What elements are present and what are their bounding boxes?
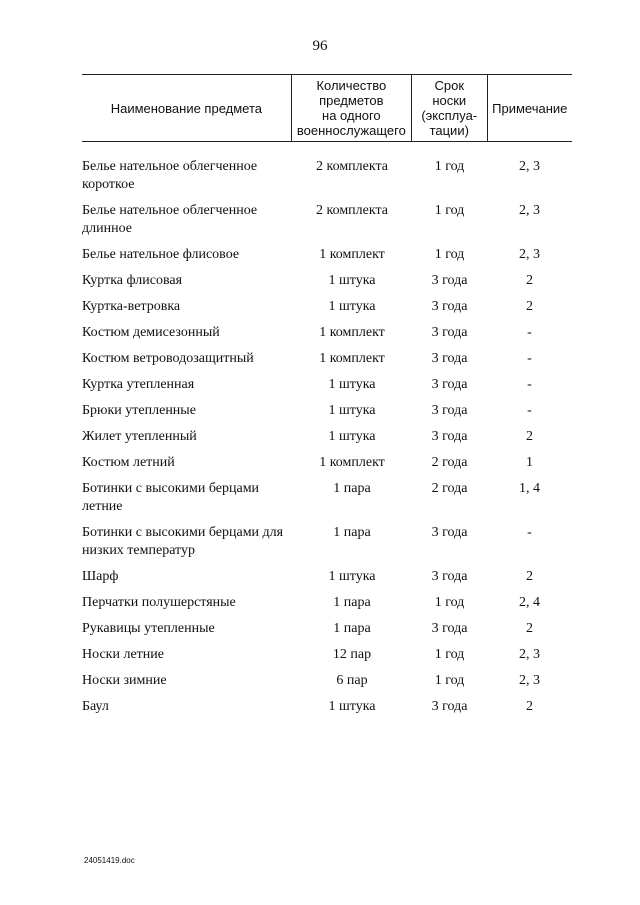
table-row xyxy=(82,668,572,694)
cell-name: Куртка флисовая xyxy=(82,273,183,288)
cell-quantity: 1 штука xyxy=(328,403,376,418)
table-row xyxy=(82,198,572,242)
table-row xyxy=(82,564,572,590)
table-row xyxy=(82,476,572,520)
cell-note: 2, 3 xyxy=(519,159,540,174)
cell-term: 3 года xyxy=(431,569,468,584)
table-row xyxy=(82,694,572,720)
footer-file-name: 24051419.doc xyxy=(84,856,135,865)
cell-term: 1 год xyxy=(434,647,465,662)
cell-note: 2 xyxy=(526,699,533,714)
cell-name: Носки зимние xyxy=(82,673,167,688)
supply-table xyxy=(82,74,572,720)
cell-quantity: 2 комплекта xyxy=(316,203,388,218)
table-row xyxy=(82,320,572,346)
header-quantity: Количество предметов на одного военнослужащего xyxy=(291,75,411,141)
table-row xyxy=(82,242,572,268)
table-row xyxy=(82,616,572,642)
cell-name: Шарф xyxy=(82,569,119,584)
cell-term: 2 года xyxy=(431,455,468,470)
cell-term: 3 года xyxy=(431,403,468,418)
cell-quantity: 1 штука xyxy=(328,273,376,288)
cell-note: 2 xyxy=(526,273,533,288)
cell-name: Ботинки с высокими берцами для низких температур xyxy=(82,525,284,558)
table-row xyxy=(82,450,572,476)
cell-name: Костюм демисезонный xyxy=(82,325,220,340)
cell-note: 2, 3 xyxy=(519,203,540,218)
cell-term: 3 года xyxy=(431,325,468,340)
header-term: Срок носки (эксплуа- тации) xyxy=(411,75,487,141)
table-row xyxy=(82,520,572,564)
cell-name: Костюм ветроводозащитный xyxy=(82,351,254,366)
cell-quantity: 1 штука xyxy=(328,299,376,314)
cell-note: - xyxy=(527,403,532,418)
header-name: Наименование предмета xyxy=(110,100,263,116)
cell-name: Белье нательное флисовое xyxy=(82,247,240,262)
table-row xyxy=(82,398,572,424)
cell-quantity: 1 штука xyxy=(328,569,376,584)
cell-note: 2, 3 xyxy=(519,647,540,662)
page-number: 96 xyxy=(312,38,328,54)
cell-quantity: 1 пара xyxy=(333,595,371,610)
cell-note: - xyxy=(527,525,532,540)
cell-quantity: 1 штука xyxy=(328,377,376,392)
cell-quantity: 1 штука xyxy=(328,699,376,714)
cell-note: 1, 4 xyxy=(519,481,540,496)
cell-term: 3 года xyxy=(431,299,468,314)
table-row xyxy=(82,294,572,320)
cell-term: 3 года xyxy=(431,429,468,444)
table-row xyxy=(82,346,572,372)
cell-term: 3 года xyxy=(431,525,468,540)
header-note: Примечание xyxy=(487,75,572,141)
cell-note: 2 xyxy=(526,621,533,636)
cell-name: Жилет утепленный xyxy=(82,429,197,444)
cell-quantity: 1 комплект xyxy=(319,325,385,340)
cell-term: 1 год xyxy=(434,673,465,688)
cell-name: Носки летние xyxy=(82,647,164,662)
cell-term: 3 года xyxy=(431,377,468,392)
table-row xyxy=(82,590,572,616)
table-row xyxy=(82,268,572,294)
table-row xyxy=(82,154,572,198)
cell-name: Баул xyxy=(82,699,109,714)
cell-note: 2 xyxy=(526,299,533,314)
cell-note: - xyxy=(527,351,532,366)
cell-quantity: 1 пара xyxy=(333,525,371,540)
cell-note: 2 xyxy=(526,429,533,444)
cell-quantity: 1 штука xyxy=(328,429,376,444)
cell-note: - xyxy=(527,325,532,340)
cell-quantity: 6 пар xyxy=(336,673,368,688)
table-header xyxy=(82,74,572,142)
table-body xyxy=(82,154,572,720)
table-row xyxy=(82,372,572,398)
cell-note: - xyxy=(527,377,532,392)
cell-term: 1 год xyxy=(434,247,465,262)
cell-note: 2, 4 xyxy=(519,595,540,610)
cell-term: 3 года xyxy=(431,621,468,636)
table-row xyxy=(82,642,572,668)
cell-term: 1 год xyxy=(434,159,465,174)
cell-quantity: 1 комплект xyxy=(319,351,385,366)
cell-quantity: 12 пар xyxy=(332,647,372,662)
table-row xyxy=(82,424,572,450)
cell-note: 2, 3 xyxy=(519,247,540,262)
cell-name: Белье нательное облегченное короткое xyxy=(82,159,258,192)
cell-term: 1 год xyxy=(434,595,465,610)
cell-term: 3 года xyxy=(431,699,468,714)
cell-quantity: 1 комплект xyxy=(319,247,385,262)
cell-name: Перчатки полушерстяные xyxy=(82,595,236,610)
cell-name: Костюм летний xyxy=(82,455,175,470)
cell-name: Куртка утепленная xyxy=(82,377,195,392)
cell-name: Брюки утепленные xyxy=(82,403,196,418)
cell-quantity: 1 пара xyxy=(333,621,371,636)
cell-quantity: 1 пара xyxy=(333,481,371,496)
cell-name: Рукавицы утепленные xyxy=(82,621,215,636)
cell-note: 1 xyxy=(526,455,533,470)
cell-name: Белье нательное облегченное длинное xyxy=(82,203,258,236)
cell-term: 3 года xyxy=(431,273,468,288)
cell-term: 2 года xyxy=(431,481,468,496)
cell-name: Куртка-ветровка xyxy=(82,299,181,314)
cell-quantity: 1 комплект xyxy=(319,455,385,470)
cell-note: 2 xyxy=(526,569,533,584)
cell-note: 2, 3 xyxy=(519,673,540,688)
cell-quantity: 2 комплекта xyxy=(316,159,388,174)
cell-term: 3 года xyxy=(431,351,468,366)
cell-term: 1 год xyxy=(434,203,465,218)
cell-name: Ботинки с высокими берцами летние xyxy=(82,481,260,514)
